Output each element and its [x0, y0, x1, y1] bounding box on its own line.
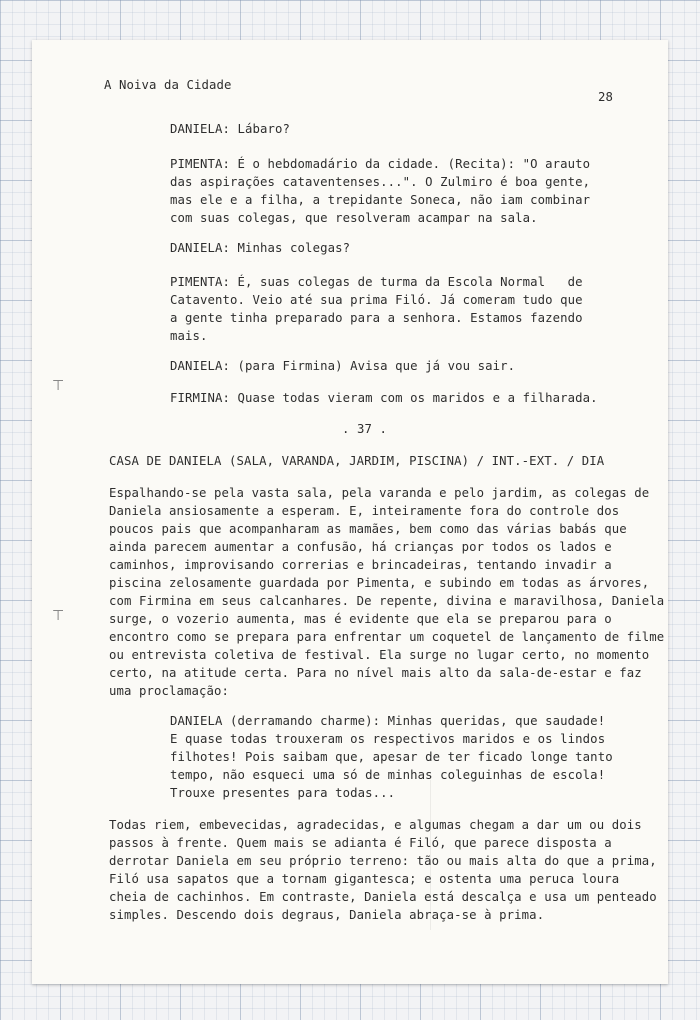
action-line: piscina zelosamente guardada por Pimenta, e subindo em todas as árvores,	[109, 576, 650, 590]
action-line: Daniela ansiosamente a esperam. E, inteiramente fora do controle dos	[109, 504, 620, 518]
action-line: Filó usa sapatos que a tornam gigantesca; e ostenta uma peruca loura	[109, 872, 620, 886]
dialogue-line: tempo, não esqueci uma só de minhas coleguinhas de escola!	[170, 768, 606, 782]
action-line: cheia de cachinhos. Em contraste, Daniela está descalça e usa um penteado	[109, 890, 657, 904]
action-line: com Firmina em seus calcanhares. De repente, divina e maravilhosa, Daniela	[109, 594, 665, 608]
dialogue-line: DANIELA: (para Firmina) Avisa que já vou sair.	[170, 359, 516, 373]
dialogue-line: PIMENTA: É o hebdomadário da cidade. (Recita): "O arauto	[170, 157, 591, 171]
dialogue-line: DANIELA: Lábaro?	[170, 122, 291, 136]
dialogue-line: Catavento. Veio até sua prima Filó. Já comeram tudo que	[170, 293, 583, 307]
action-line: uma proclamação:	[109, 684, 230, 698]
action-line: simples. Descendo dois degraus, Daniela abraça-se à prima.	[109, 908, 545, 922]
paper-fold	[430, 780, 431, 930]
action-line: passos à frente. Quem mais se adianta é Filó, que parece disposta a	[109, 836, 612, 850]
punch-mark-icon: ⊤	[52, 378, 65, 394]
action-line: surge, o vozerio aumenta, mas é evidente que ela se preparou para o	[109, 612, 612, 626]
script-page	[32, 40, 668, 984]
scene-number: . 37 .	[342, 422, 388, 436]
dialogue-line: com suas colegas, que resolveram acampar na sala.	[170, 211, 538, 225]
header-title: A Noiva da Cidade	[104, 78, 232, 92]
action-line: encontro como se prepara para enfrentar um coquetel de lançamento de filme	[109, 630, 665, 644]
dialogue-line: DANIELA: Minhas colegas?	[170, 241, 351, 255]
action-line: ainda parecem aumentar a confusão, há crianças por todos os lados e	[109, 540, 612, 554]
dialogue-line: E quase todas trouxeram os respectivos maridos e os lindos	[170, 732, 606, 746]
page-number: 28	[598, 90, 614, 104]
dialogue-line: mas ele e a filha, a trepidante Soneca, não iam combinar	[170, 193, 591, 207]
dialogue-line: DANIELA (derramando charme): Minhas queridas, que saudade!	[170, 714, 606, 728]
action-line: certo, na atitude certa. Para no nível mais alto da sala-de-estar e faz	[109, 666, 642, 680]
action-line: poucos pais que acompanharam as mamães, bem como das várias babás que	[109, 522, 627, 536]
action-line: ou entrevista coletiva de festival. Ela surge no lugar certo, no momento	[109, 648, 650, 662]
dialogue-line: FIRMINA: Quase todas vieram com os maridos e a filharada.	[170, 391, 598, 405]
action-line: Todas riem, embevecidas, agradecidas, e algumas chegam a dar um ou dois	[109, 818, 642, 832]
dialogue-line: PIMENTA: É, suas colegas de turma da Escola Normal de	[170, 275, 583, 289]
punch-mark-icon: ⊤	[52, 608, 65, 624]
dialogue-line: a gente tinha preparado para a senhora. Estamos fazendo	[170, 311, 583, 325]
dialogue-line: mais.	[170, 329, 208, 343]
action-line: caminhos, improvisando correrias e brincadeiras, tentando invadir a	[109, 558, 612, 572]
action-line: derrotar Daniela em seu próprio terreno: tão ou mais alta do que a prima,	[109, 854, 657, 868]
dialogue-line: filhotes! Pois saibam que, apesar de ter ficado longe tanto	[170, 750, 613, 764]
dialogue-line: Trouxe presentes para todas...	[170, 786, 396, 800]
action-line: Espalhando-se pela vasta sala, pela varanda e pelo jardim, as colegas de	[109, 486, 650, 500]
dialogue-line: das aspirações cataventenses...". O Zulmiro é boa gente,	[170, 175, 591, 189]
scene-heading: CASA DE DANIELA (SALA, VARANDA, JARDIM, PISCINA) / INT.-EXT. / DIA	[109, 454, 605, 468]
